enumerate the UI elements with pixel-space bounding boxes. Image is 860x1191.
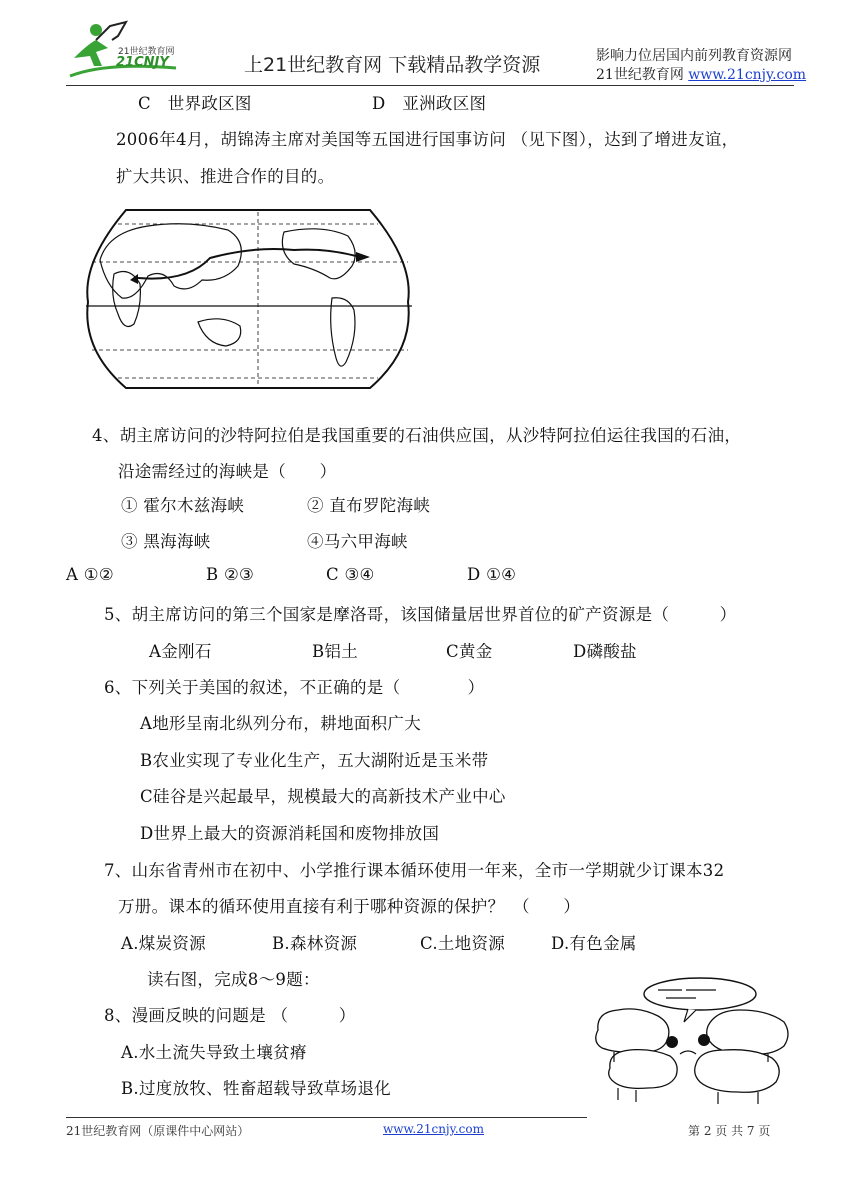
question-6-option-c: C硅谷是兴起最早，规模最大的高新技术产业中心: [140, 787, 506, 806]
question-4-option-3: ③ 黑海海峡: [121, 532, 211, 551]
option-c: C 世界政区图: [138, 94, 252, 113]
question-4-answer-a: A ①②: [66, 565, 114, 584]
question-5-option-b: B铝土: [312, 642, 359, 661]
question-5-option-c: C黄金: [446, 642, 493, 661]
question-7-option-d: D.有色金属: [551, 934, 637, 953]
question-5: 5、胡主席访问的第三个国家是摩洛哥，该国储量居世界首位的矿产资源是（ ）: [104, 605, 737, 624]
header-title: 上21世纪教育网 下载精品教学资源: [244, 54, 541, 76]
sheep-cartoon-figure: [588, 972, 794, 1108]
question-4-answer-d: D ①④: [467, 565, 517, 584]
question-4-option-1: ① 霍尔木兹海峡: [121, 496, 245, 515]
question-5-option-a: A金刚石: [149, 642, 212, 661]
footer-link[interactable]: www.21cnjy.com: [383, 1122, 484, 1136]
header-rule: [66, 85, 794, 86]
paragraph-intro-cont: 扩大共识、推进合作的目的。: [116, 167, 335, 186]
logo-text-top: 21世纪教育网: [118, 47, 175, 57]
world-map-figure: [78, 202, 420, 392]
option-d: D 亚洲政区图: [372, 94, 487, 113]
footer-rule: [66, 1117, 587, 1118]
question-4: 4、胡主席访问的沙特阿拉伯是我国重要的石油供应国，从沙特阿拉伯运往我国的石油，: [92, 426, 742, 445]
paragraph-intro: 2006年4月，胡锦涛主席对美国等五国进行国事访问 （见下图），达到了增进友谊，: [116, 130, 739, 149]
question-7-option-c: C.土地资源: [420, 934, 506, 953]
question-4-option-4: ④马六甲海峡: [307, 532, 408, 551]
question-5-option-d: D磷酸盐: [573, 642, 637, 661]
question-4-answer-c: C ③④: [326, 565, 375, 584]
question-4-option-2: ② 直布罗陀海峡: [307, 496, 431, 515]
question-4-cont: 沿途需经过的海峡是（ ）: [118, 462, 337, 481]
read-instruction: 读右图，完成8～9题：: [147, 970, 320, 989]
header-tagline: 影响力位居国内前列教育资源网: [596, 48, 792, 64]
question-4-answer-b: B ②③: [206, 565, 255, 584]
footer-page-number: 第 2 页 共 7 页: [688, 1124, 771, 1138]
question-8: 8、漫画反映的问题是 （ ）: [104, 1006, 356, 1025]
header-site-line: [596, 64, 806, 84]
question-7: 7、山东省青州市在初中、小学推行课本循环使用一年来，全市一学期就少订课本32: [104, 861, 725, 880]
question-6-option-d: D世界上最大的资源消耗国和废物排放国: [140, 824, 440, 843]
logo-text-bottom: 21CNJY: [116, 55, 169, 70]
question-6-option-b: B农业实现了专业化生产，五大湖附近是玉米带: [140, 751, 489, 770]
question-7-option-a: A.煤炭资源: [121, 934, 206, 953]
header-site-link[interactable]: www.21cnjy.com: [688, 67, 807, 83]
question-7-cont: 万册。课本的循环使用直接有利于哪种资源的保护？ （ ）: [118, 897, 581, 916]
question-6-option-a: A地形呈南北纵列分布，耕地面积广大: [140, 714, 422, 733]
header-site-prefix: 21世纪教育网: [596, 67, 689, 83]
question-7-option-b: B.森林资源: [272, 934, 358, 953]
question-8-option-a: A.水土流失导致土壤贫瘠: [121, 1043, 307, 1062]
question-8-option-b: B.过度放牧、牲畜超载导致草场退化: [121, 1079, 391, 1098]
footer-left: 21世纪教育网（原课件中心网站）: [66, 1124, 250, 1138]
question-6: 6、下列关于美国的叙述，不正确的是（ ）: [104, 678, 485, 697]
